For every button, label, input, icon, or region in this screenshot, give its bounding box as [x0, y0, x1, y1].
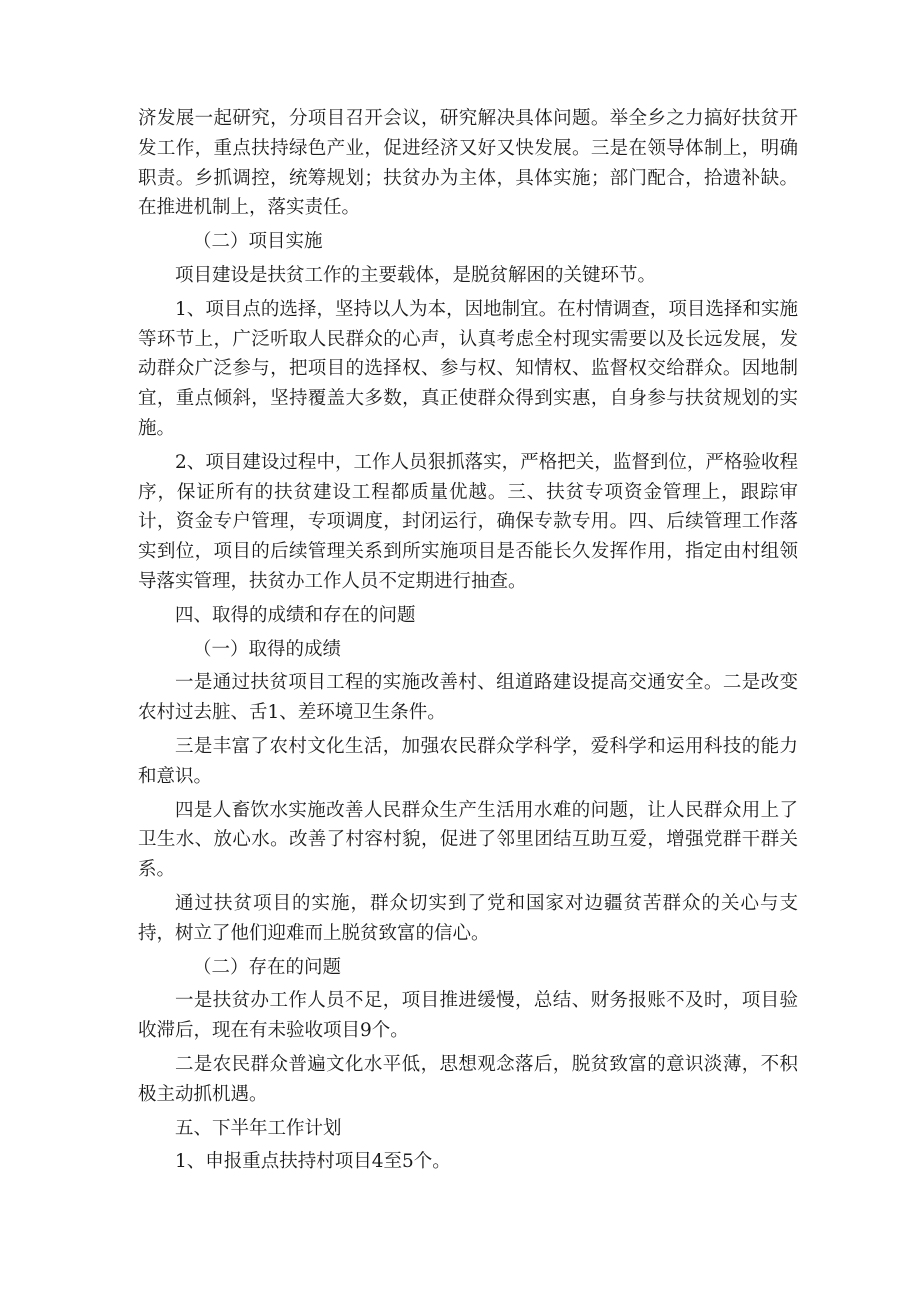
paragraph-problem-2: 二是农民群众普遍文化水平低，思想观念落后，脱贫致富的意识淡薄，不积极主动抓机遇。 — [138, 1053, 798, 1105]
paragraph-achievement-summary: 通过扶贫项目的实施，群众切实到了党和国家对边疆贫苦群众的关心与支持，树立了他们迎难而上脱贫致富的信心。 — [138, 892, 798, 944]
paragraph-project-selection: 1、项目点的选择，坚持以人为本，因地制宜。在村情调查，项目选择和实施等环节上，广泛听取人民群众的心声，认真考虑全村现实需要以及长远发展，发动群众广泛参与，把项目的选择权、参与权、知情权、监督权交给群众。因地制宜，重点倾斜，坚持覆盖大多数，真正使群众得到实惠，自身参与扶贫规划的实施。 — [138, 298, 798, 439]
paragraph-achievement-1: 一是通过扶贫项目工程的实施改善村、组道路建设提高交通安全。二是改变农村过去脏、舌1、差环境卫生条件。 — [138, 672, 798, 724]
paragraph-achievement-4: 四是人畜饮水实施改善人民群众生产生活用水难的问题，让人民群众用上了卫生水、放心水。改善了村容村貌，促进了邻里团结互助互爱，增强党群干群关系。 — [138, 799, 798, 881]
document-page — [138, 104, 798, 1177]
section-heading-problems: （二）存在的问题 — [193, 956, 342, 978]
paragraph-intro: 济发展一起研究，分项目召开会议，研究解决具体问题。举全乡之力搞好扶贫开发工作，重点扶持绿色产业，促进经济又好又快发展。三是在领导体制上，明确职责。乡抓调控，统筹规划；扶贫办为主体，具体实施；部门配合，拾遗补缺。在推进机制上，落实责任。 — [138, 108, 798, 219]
section-heading-project-implementation: （二）项目实施 — [193, 231, 323, 253]
section-heading-achievements-problems: 四、取得的成绩和存在的问题 — [175, 604, 416, 626]
section-heading-work-plan: 五、下半年工作计划 — [175, 1117, 342, 1139]
paragraph-problem-1: 一是扶贫办工作人员不足，项目推进缓慢，总结、财务报账不及时，项目验收滞后，现在有未验收项目9个。 — [138, 990, 798, 1042]
paragraph-achievement-3: 三是丰富了农村文化生活，加强农民群众学科学，爱科学和运用科技的能力和意识。 — [138, 735, 798, 787]
paragraph-project-construction: 2、项目建设过程中，工作人员狠抓落实，严格把关，监督到位，严格验收程序，保证所有的扶贫建设工程都质量优越。三、扶贫专项资金管理上，跟踪审计，资金专户管理，专项调度，封闭运行，确保专款专用。四、后续管理工作落实到位，项目的后续管理关系到所实施项目是否能长久发挥作用，指定由村组领导落实管理，扶贫办工作人员不定期进行抽查。 — [138, 451, 798, 592]
paragraph-plan-1: 1、申报重点扶持村项目4至5个。 — [175, 1151, 451, 1173]
section-heading-achievements: （一）取得的成绩 — [193, 638, 342, 660]
paragraph-project-carrier: 项目建设是扶贫工作的主要载体，是脱贫解困的关键环节。 — [175, 264, 657, 286]
